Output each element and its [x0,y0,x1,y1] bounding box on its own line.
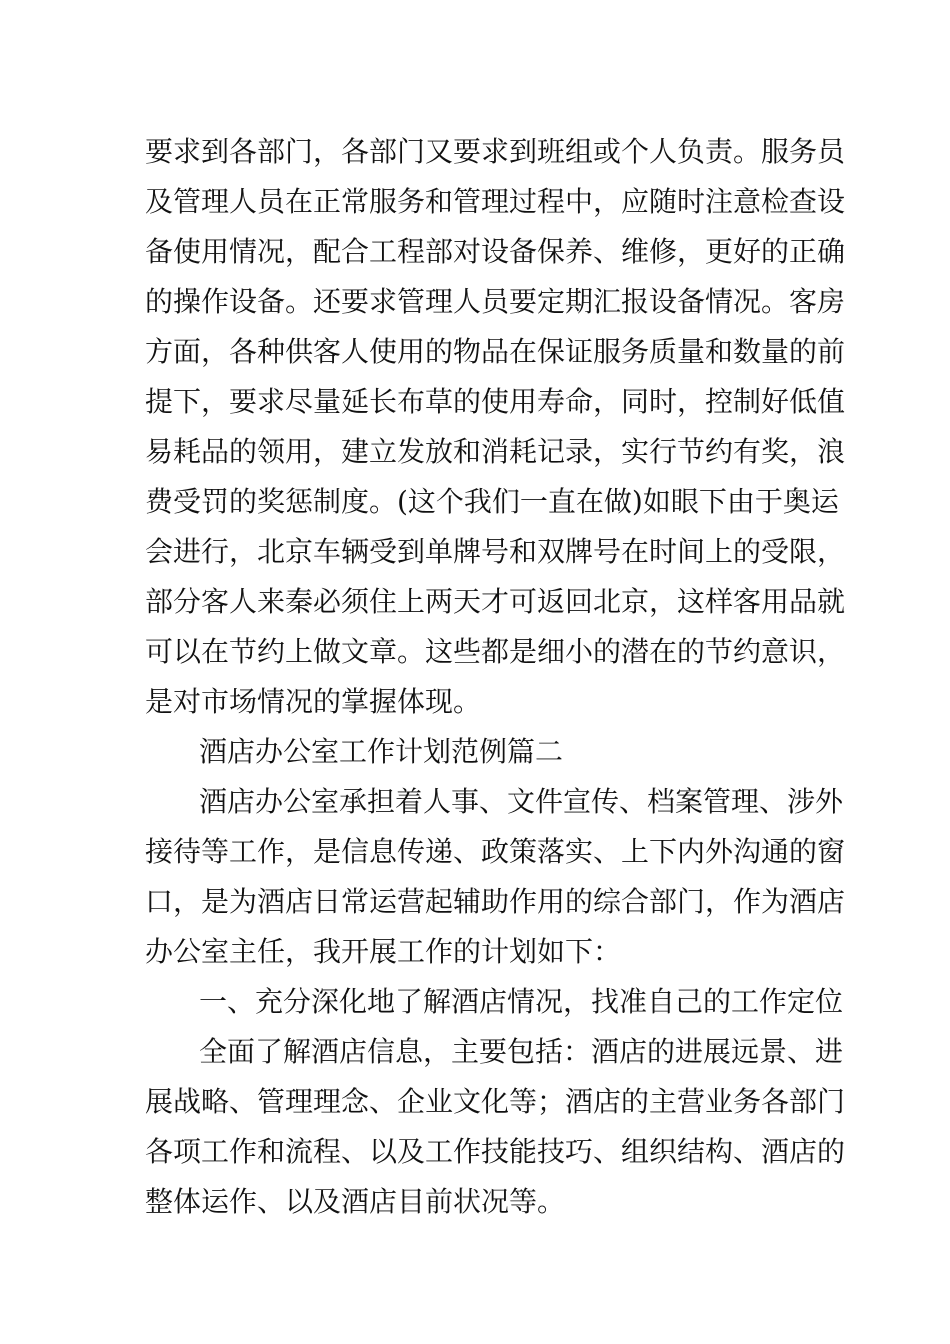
paragraph-continued [145,127,846,727]
paragraph-details [145,1027,846,1227]
text-line: 接待等工作，是信息传递、政策落实、上下内外沟通的窗 [145,835,846,868]
text-line: 酒店办公室承担着人事、文件宣传、档案管理、涉外 [199,785,844,818]
text-line: 各项工作和流程、以及工作技能技巧、组织结构、酒店的 [145,1135,846,1168]
text-line: 办公室主任，我开展工作的计划如下： [145,935,622,968]
text-line: 及管理人员在正常服务和管理过程中，应随时注意检查设 [145,185,846,218]
text-line: 提下，要求尽量延长布草的使用寿命，同时，控制好低值 [145,385,846,418]
text-line: 备使用情况，配合工程部对设备保养、维修，更好的正确 [145,235,846,268]
paragraph-intro [145,777,846,977]
text-line: 要求到各部门，各部门又要求到班组或个人负责。服务员 [145,135,846,168]
text-line: 展战略、管理理念、企业文化等；酒店的主营业务各部门 [145,1085,846,1118]
text-line: 费受罚的奖惩制度。(这个我们一直在做)如眼下由于奥运 [145,485,839,518]
section-heading: 酒店办公室工作计划范例篇二 [199,735,564,768]
document-body [145,127,846,1227]
text-line: 方面，各种供客人使用的物品在保证服务质量和数量的前 [145,335,846,368]
text-line: 整体运作、以及酒店目前状况等。 [145,1185,566,1218]
text-line: 可以在节约上做文章。这些都是细小的潜在的节约意识， [145,635,846,668]
text-line: 部分客人来秦必须住上两天才可返回北京，这样客用品就 [145,585,846,618]
text-line: 会进行，北京车辆受到单牌号和双牌号在时间上的受限， [145,535,846,568]
text-line: 全面了解酒店信息，主要包括：酒店的进展远景、进 [199,1035,844,1068]
text-line: 口，是为酒店日常运营起辅助作用的综合部门，作为酒店 [145,885,846,918]
subsection-title: 一、充分深化地了解酒店情况，找准自己的工作定位 [199,985,844,1018]
text-line: 易耗品的领用，建立发放和消耗记录，实行节约有奖，浪 [145,435,846,468]
text-line: 的操作设备。还要求管理人员要定期汇报设备情况。客房 [145,285,846,318]
text-line: 是对市场情况的掌握体现。 [145,685,482,718]
